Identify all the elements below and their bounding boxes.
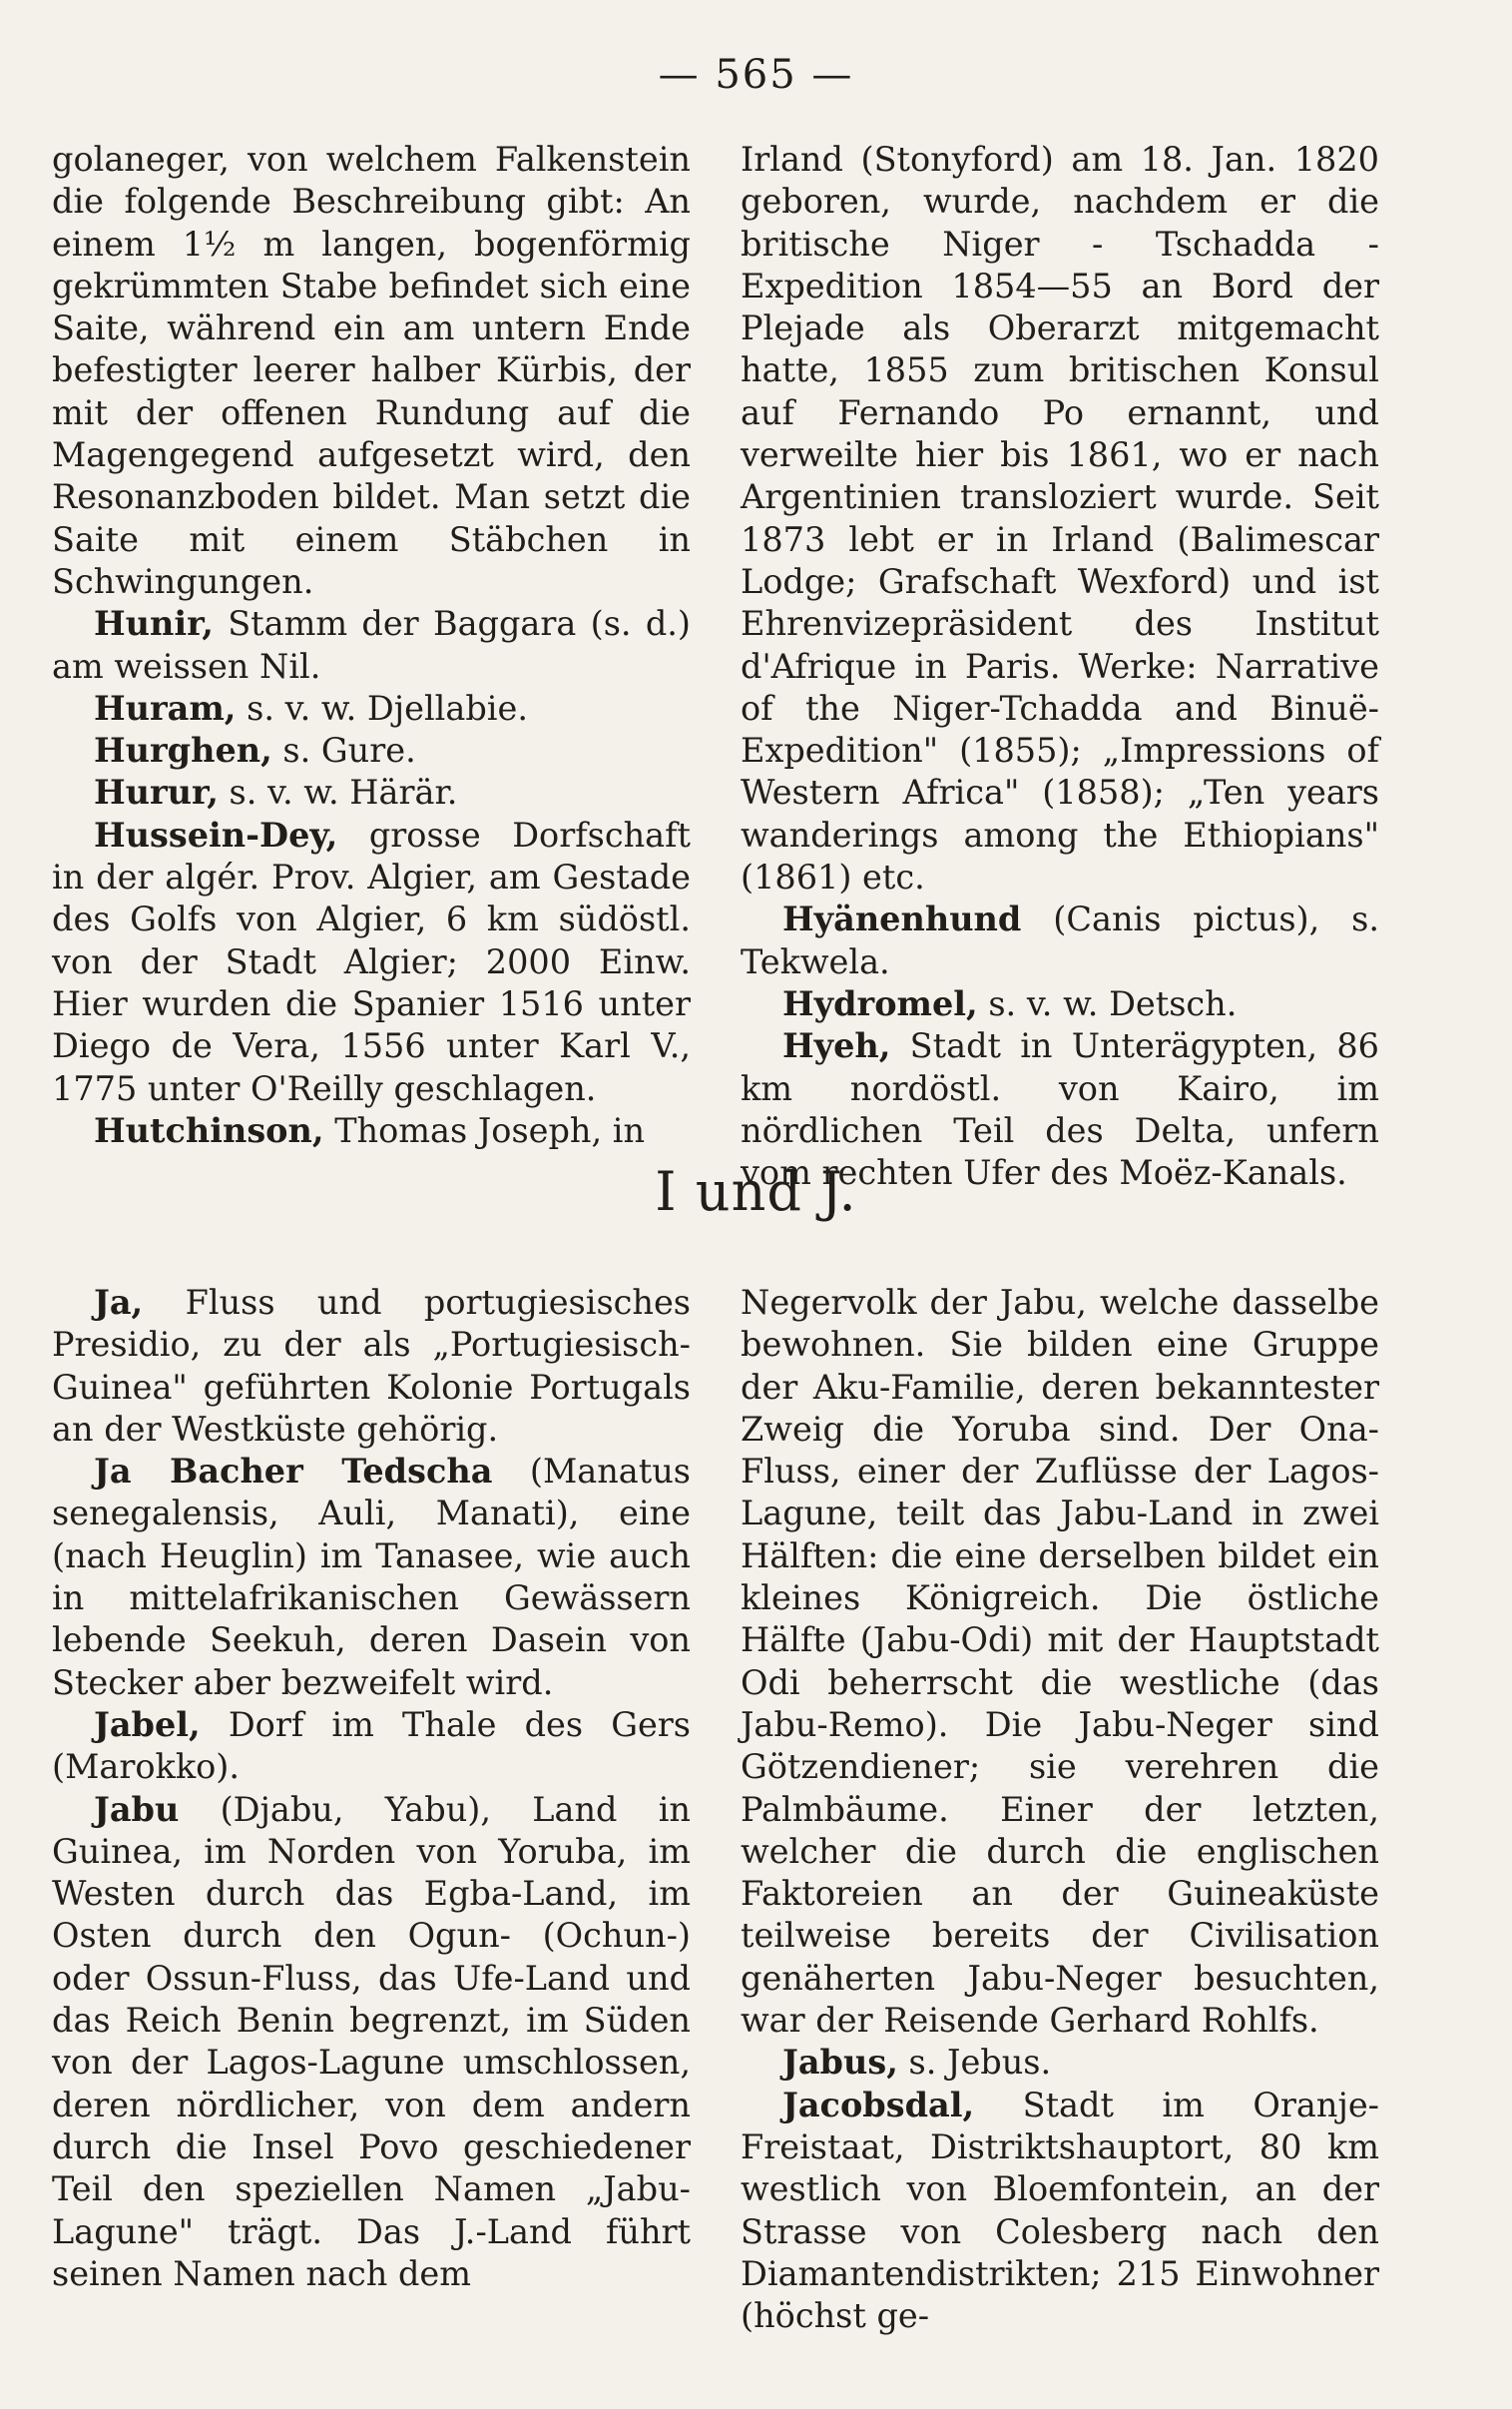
entry-text: Fluss und portugiesisches Presidio, zu der als „Portugiesisch-Guinea" geführten Kolonie Portugals an der Westküste gehörig. (52, 1283, 691, 1449)
dictionary-entry (52, 1282, 691, 1451)
entry-text: s. v. w. Djellabie. (236, 688, 528, 728)
entry-text: Stamm der Baggara (s. d.) am weissen Nil. (52, 604, 691, 686)
entry-text: grosse Dorfschaft in der algér. Prov. Algier, am Gestade des Golfs von Algier, 6 km südöstl. von der Stadt Algier; 2000 Einw. Hier wurden die Spanier 1516 unter Diego de Vera, 1556 unter Karl V., 1775 unter O'Reilly geschlagen. (52, 815, 691, 1108)
column-top-right (741, 139, 1379, 1194)
dictionary-entry (52, 1451, 691, 1704)
entry-text: (Djabu, Yabu), Land in Guinea, im Norden von Yoruba, im Westen durch das Egba-Land, im Osten durch den Ogun- (Ochun-) oder Ossun-Fluss, das Ufe-Land und das Reich Benin begrenzt, im Süden von der Lagos-Lagune umschlossen, deren nördlicher, von dem andern durch die Insel Povo geschiedener Teil den speziellen Namen „Jabu-Lagune" trägt. Das J.-Land führt seinen Namen nach dem (52, 1789, 691, 2293)
entry-headword: Ja Bacher Tedscha (94, 1452, 493, 1492)
dictionary-entry (52, 772, 691, 814)
entry-text: Negervolk der Jabu, welche dasselbe bewohnen. Sie bilden eine Gruppe der Aku-Familie, deren bekanntester Zweig die Yoruba sind. Der Ona-Fluss, einer der Zuflüsse der Lagos-Lagune, teilt das Jabu-Land in zwei Hälften: die eine derselben bildet ein kleines Königreich. Die östliche Hälfte (Jabu-Odi) mit der Hauptstadt Odi beherrscht die westliche (das Jabu-Remo). Die Jabu-Neger sind Götzendiener; sie verehren die Palmbäume. Einer der letzten, welcher die durch die englischen Faktoreien an der Guineaküste teilweise bereits der Civilisation genäherten Jabu-Neger besuchten, war der Reisende Gerhard Rohlfs. (741, 1283, 1379, 2041)
dictionary-entry (741, 2085, 1379, 2338)
entry-headword: Hurghen, (94, 731, 272, 771)
entry-text: s. Gure. (271, 731, 416, 771)
dictionary-entry (52, 815, 691, 1110)
dictionary-entry (52, 1789, 691, 2296)
dictionary-entry (52, 1110, 691, 1152)
entry-text: Stadt im Oranje-Freistaat, Distriktshauptort, 80 km westlich von Bloemfontein, an der Strasse von Colesberg nach den Diamantendistrikten; 215 Einwohner (höchst ge- (741, 2085, 1379, 2336)
dictionary-entry (741, 899, 1379, 983)
entry-text: s. v. w. Härär. (218, 773, 458, 813)
entry-text: Thomas Joseph, in (323, 1110, 646, 1150)
dictionary-entry (52, 1704, 691, 1789)
dictionary-entry (52, 688, 691, 730)
entry-continuation (741, 1282, 1379, 2042)
entry-text: s. v. w. Detsch. (977, 983, 1238, 1023)
entry-text: (Canis pictus), s. Tekwela. (741, 900, 1379, 981)
entry-text: Irland (Stonyford) am 18. Jan. 1820 geboren, wurde, nachdem er die britische Niger - Tschadda - Expedition 1854—55 an Bord der Plejade als Oberarzt mitgemacht hatte, 1855 zum britischen Konsul auf Fernando Po ernannt, und verweilte hier bis 1861, wo er nach Argentinien transloziert wurde. Seit 1873 lebt er in Irland (Balimescar Lodge; Grafschaft Wexford) und ist Ehrenvizepräsident des Institut d'Afrique in Paris. Werke: Narrative of the Niger-Tchadda and Binuë-Expedition" (1855); „Impressions of Western Africa" (1858); „Ten years wanderings among the Ethiopians" (1861) etc. (741, 140, 1379, 898)
entry-continuation (52, 139, 691, 603)
entry-text: golaneger, von welchem Falkenstein die folgende Beschreibung gibt: An einem 1½ m langen, bogenförmig gekrümmten Stabe befindet sich eine Saite, während ein am untern Ende befestigter leerer halber Kürbis, der mit der offenen Rundung auf die Magengegend aufgesetzt wird, den Resonanzboden bildet. Man setzt die Saite mit einem Stäbchen in Schwingungen. (52, 140, 691, 601)
section-heading: I und J. (655, 1160, 857, 1223)
entry-headword: Hyänenhund (782, 900, 1022, 939)
entry-headword: Hunir, (94, 604, 214, 644)
entry-text: Stadt in Unterägypten, 86 km nordöstl. von Kairo, im nördlichen Teil des Delta, unfern vom rechten Ufer des Moëz-Kanals. (741, 1026, 1379, 1193)
entry-headword: Huram, (94, 688, 237, 728)
column-bottom-right (741, 1282, 1379, 2337)
entry-headword: Jabel, (94, 1704, 201, 1744)
entry-text: Dorf im Thale des Gers (Marokko). (52, 1704, 691, 1787)
entry-headword: Jacobsdal, (782, 2085, 975, 2124)
column-bottom-left (52, 1282, 691, 2295)
entry-headword: Hyeh, (782, 1026, 891, 1066)
entry-headword: Hurur, (94, 773, 219, 813)
entry-continuation (741, 139, 1379, 899)
entry-headword: Ja, (94, 1283, 144, 1322)
entry-text: s. Jebus. (897, 2043, 1052, 2083)
column-top-left (52, 139, 691, 1152)
entry-headword: Hutchinson, (94, 1110, 324, 1150)
entry-text: (Manatus senegalensis, Auli, Manati), eine (nach Heuglin) im Tanasee, wie auch in mittelafrikanischen Gewässern lebende Seekuh, deren Dasein von Stecker aber bezweifelt wird. (52, 1452, 691, 1702)
page-number: — 565 — (658, 52, 854, 98)
dictionary-entry (741, 983, 1379, 1025)
dictionary-entry (52, 603, 691, 688)
entry-headword: Jabu (94, 1789, 180, 1829)
dictionary-entry (741, 2042, 1379, 2084)
entry-headword: Hussein-Dey, (94, 815, 338, 855)
dictionary-entry (52, 730, 691, 772)
entry-headword: Hydromel, (782, 983, 978, 1023)
entry-headword: Jabus, (782, 2043, 898, 2083)
